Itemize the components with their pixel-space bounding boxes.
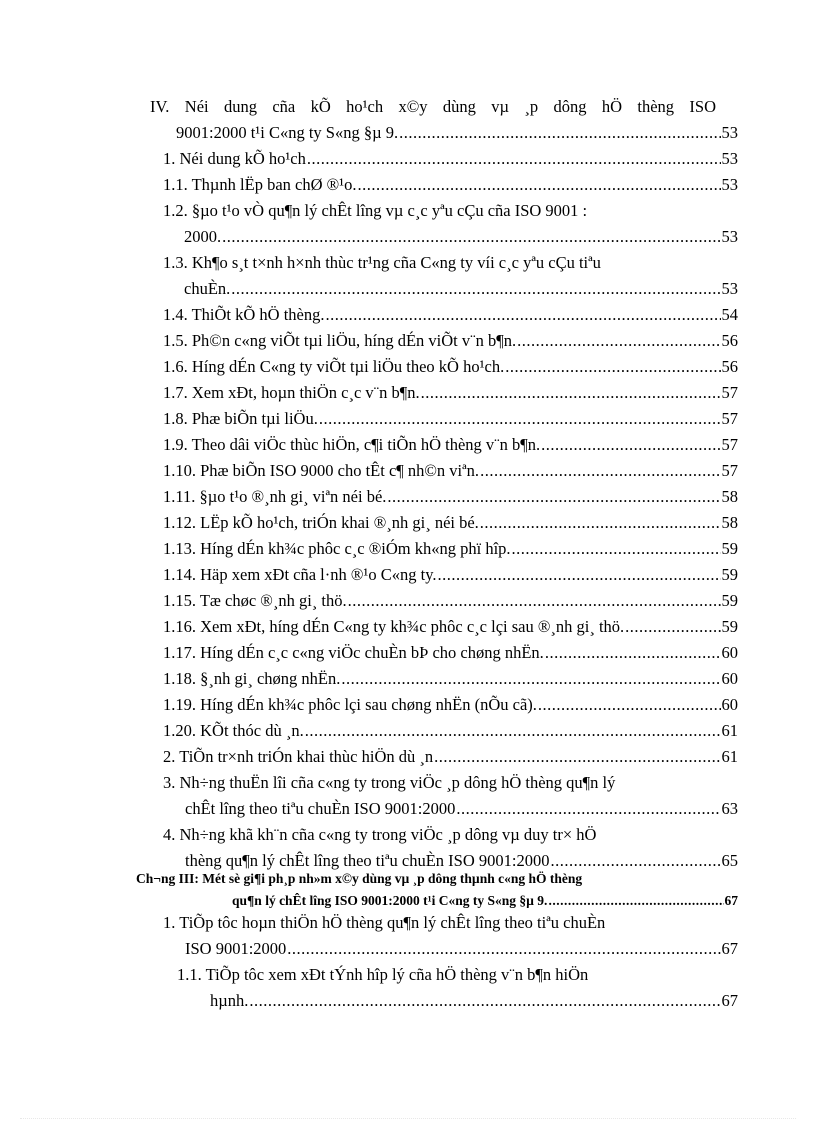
toc-entry <box>163 146 738 172</box>
toc-page-number: 54 <box>721 305 738 324</box>
toc-page-number: 56 <box>721 331 738 350</box>
toc-entry-text: 1.9. Theo dâi viÖc thùc hiÖn, c¶i tiÕn hÖ thèng v¨n b¶n. <box>163 435 541 454</box>
toc-page-number: 58 <box>721 487 738 506</box>
toc-entry-text: 1.6. Híng dÉn C«ng ty viÕt tµi liÖu theo kÕ ho¹ch. <box>163 357 505 376</box>
toc-entry <box>163 910 738 962</box>
toc-page-number: 56 <box>721 357 738 376</box>
toc-page-number: 60 <box>721 695 738 714</box>
toc-entry-text-cont: chuÈn. <box>184 279 231 298</box>
toc-page-number: 59 <box>721 539 738 558</box>
toc-entry <box>163 380 738 406</box>
toc-page-number: 59 <box>721 591 738 610</box>
toc-page-number: 63 <box>721 799 738 818</box>
toc-entry-text: 1.4. ThiÕt kÕ hÖ thèng. <box>163 305 325 324</box>
toc-entry-text-cont: 2000. <box>184 227 222 246</box>
toc-entry-text: 1.10. Phæ biÕn ISO 9000 cho tÊt c¶ nh©n viªn. <box>163 461 480 480</box>
toc-page-number: 60 <box>721 669 738 688</box>
toc-entry-text: 1.3. Kh¶o s¸t t×nh h×nh thùc tr¹ng cña C«ng ty víi c¸c yªu cÇu tiªu <box>163 253 601 272</box>
toc-page-number: 53 <box>721 227 738 246</box>
toc-entry <box>163 406 738 432</box>
toc-page-number: 61 <box>721 747 738 766</box>
toc-page-number: 53 <box>721 149 738 168</box>
toc-entry-text: 1.12. LËp kÕ ho¹ch, triÓn khai ®¸nh gi¸ néi bé. <box>163 513 479 532</box>
toc-page-number: 53 <box>721 175 738 194</box>
toc-page-number: 67 <box>721 991 738 1010</box>
chapter-heading-text-cont: qu¶n lý chÊt lîng ISO 9001:2000 t¹i C«ng ty S«ng §µ 9. <box>232 893 548 908</box>
toc-entry <box>163 588 738 614</box>
toc-entry <box>163 198 738 250</box>
toc-entry-text: 1.17. Híng dÉn c¸c c«ng viÖc chuÈn bÞ cho chøng nhËn. <box>163 643 544 662</box>
toc-entry <box>163 692 738 718</box>
toc-entry <box>163 484 738 510</box>
toc-page-number: 59 <box>721 565 738 584</box>
toc-entry <box>163 822 738 874</box>
toc-entry <box>163 172 738 198</box>
toc-entry-text: 1.1. TiÕp tôc xem xÐt tÝnh hîp lý cña hÖ thèng v¨n b¶n hiÖn <box>177 965 589 984</box>
toc-entry-text-cont: thèng qu¶n lý chÊt lîng theo tiªu chuÈn ISO 9001:2000 <box>185 851 550 870</box>
toc-entry <box>163 718 738 744</box>
toc-entry-text: 1. TiÕp tôc hoµn thiÖn hÖ thèng qu¶n lý chÊt lîng theo tiªu chuÈn <box>163 913 606 932</box>
toc-entry <box>163 328 738 354</box>
toc-page-number: 57 <box>721 409 738 428</box>
toc-entry-text-cont: 9001:2000 t¹i C«ng ty S«ng §µ 9. <box>176 123 399 142</box>
toc-entry-text: 1.19. Híng dÉn kh¾c phôc lçi sau chøng nhËn (nÕu cã). <box>163 695 537 714</box>
toc-page-number: 61 <box>721 721 738 740</box>
toc-page-number: 53 <box>721 123 738 142</box>
toc-entry-text: 1.14. Häp xem xÐt cña l·nh ®¹o C«ng ty. <box>163 565 437 584</box>
toc-entry-text: 3. Nh÷ng thuËn lîi cña c«ng ty trong viÖc ¸p dông hÖ thèng qu¶n lý <box>163 773 616 792</box>
toc-entry-text: 1.16. Xem xÐt, híng dÉn C«ng ty kh¾c phôc c¸c lçi sau ®¸nh gi¸ thö. <box>163 617 625 636</box>
toc-page-number: 59 <box>721 617 738 636</box>
toc-page-number: 57 <box>721 383 738 402</box>
toc-page-number: 58 <box>721 513 738 532</box>
toc-entry-text: 1. Néi dung kÕ ho¹ch <box>163 149 306 168</box>
toc-entry <box>163 536 738 562</box>
toc-page-number: 57 <box>721 461 738 480</box>
toc-entry <box>163 666 738 692</box>
toc-entry-text: 1.2. §µo t¹o vÒ qu¶n lý chÊt lîng vµ c¸c yªu cÇu cña ISO 9001 : <box>163 201 588 220</box>
toc-page-number: 57 <box>721 435 738 454</box>
toc-entry-text: 1.20. KÕt thóc dù ¸n. <box>163 721 304 740</box>
toc-entry <box>163 640 738 666</box>
toc-entry <box>163 250 738 302</box>
toc-entry-text-cont: ISO 9001:2000 <box>185 939 287 958</box>
toc-entry <box>163 302 738 328</box>
chapter-heading-text: Ch¬ng III: Mét sè gi¶i ph¸p nh»m x©y dùng vµ ¸p dông thµnh c«ng hÖ thèng <box>136 871 583 886</box>
toc-entry <box>163 614 738 640</box>
toc-entry <box>163 432 738 458</box>
toc-page-number: 53 <box>721 279 738 298</box>
toc-page-number: 65 <box>721 851 738 870</box>
toc-entry <box>163 744 738 770</box>
toc-entry-text: 4. Nh÷ng khã kh¨n cña c«ng ty trong viÖc ¸p dông vµ duy tr× hÖ <box>163 825 597 844</box>
toc-entry-text: 1.1. Thµnh lËp ban chØ ®¹o. <box>163 175 357 194</box>
toc-entry <box>150 94 738 146</box>
toc-entry-text: IV. Néi dung cña kÕ ho¹ch x©y dùng vµ ¸p dông hÖ thèng ISO <box>150 97 716 116</box>
toc-entry-text: 1.15. Tæ chøc ®¸nh gi¸ thö. <box>163 591 347 610</box>
toc-entry-text: 1.8. Phæ biÕn tµi liÖu. <box>163 409 318 428</box>
toc-entry <box>177 962 738 1014</box>
chapter-heading <box>136 868 738 912</box>
toc-entry-text: 1.7. Xem xÐt, hoµn thiÖn c¸c v¨n b¶n. <box>163 383 420 402</box>
toc-page-number: 60 <box>721 643 738 662</box>
toc-entry <box>163 458 738 484</box>
toc-entry <box>163 510 738 536</box>
toc-page-number: 67 <box>721 939 738 958</box>
toc-entry-text: 1.5. Ph©n c«ng viÕt tµi liÖu, híng dÉn viÕt v¨n b¶n. <box>163 331 517 350</box>
page-bottom-divider <box>20 1118 796 1119</box>
toc-entry <box>163 770 738 822</box>
toc-entry-text: 1.18. §¸nh gi¸ chøng nhËn. <box>163 669 341 688</box>
toc-entry-text-cont: hµnh. <box>210 991 249 1010</box>
toc-entry-text-cont: chÊt lîng theo tiªu chuÈn ISO 9001:2000 <box>185 799 456 818</box>
toc-entry <box>163 354 738 380</box>
toc-entry-text: 2. TiÕn tr×nh triÓn khai thùc hiÖn dù ¸n <box>163 747 434 766</box>
toc-entry <box>163 562 738 588</box>
toc-entry-text: 1.11. §µo t¹o ®¸nh gi¸ viªn néi bé. <box>163 487 387 506</box>
toc-entry-text: 1.13. Híng dÉn kh¾c phôc c¸c ®iÓm kh«ng phï hîp. <box>163 539 511 558</box>
toc-page-number: 67 <box>724 893 738 908</box>
